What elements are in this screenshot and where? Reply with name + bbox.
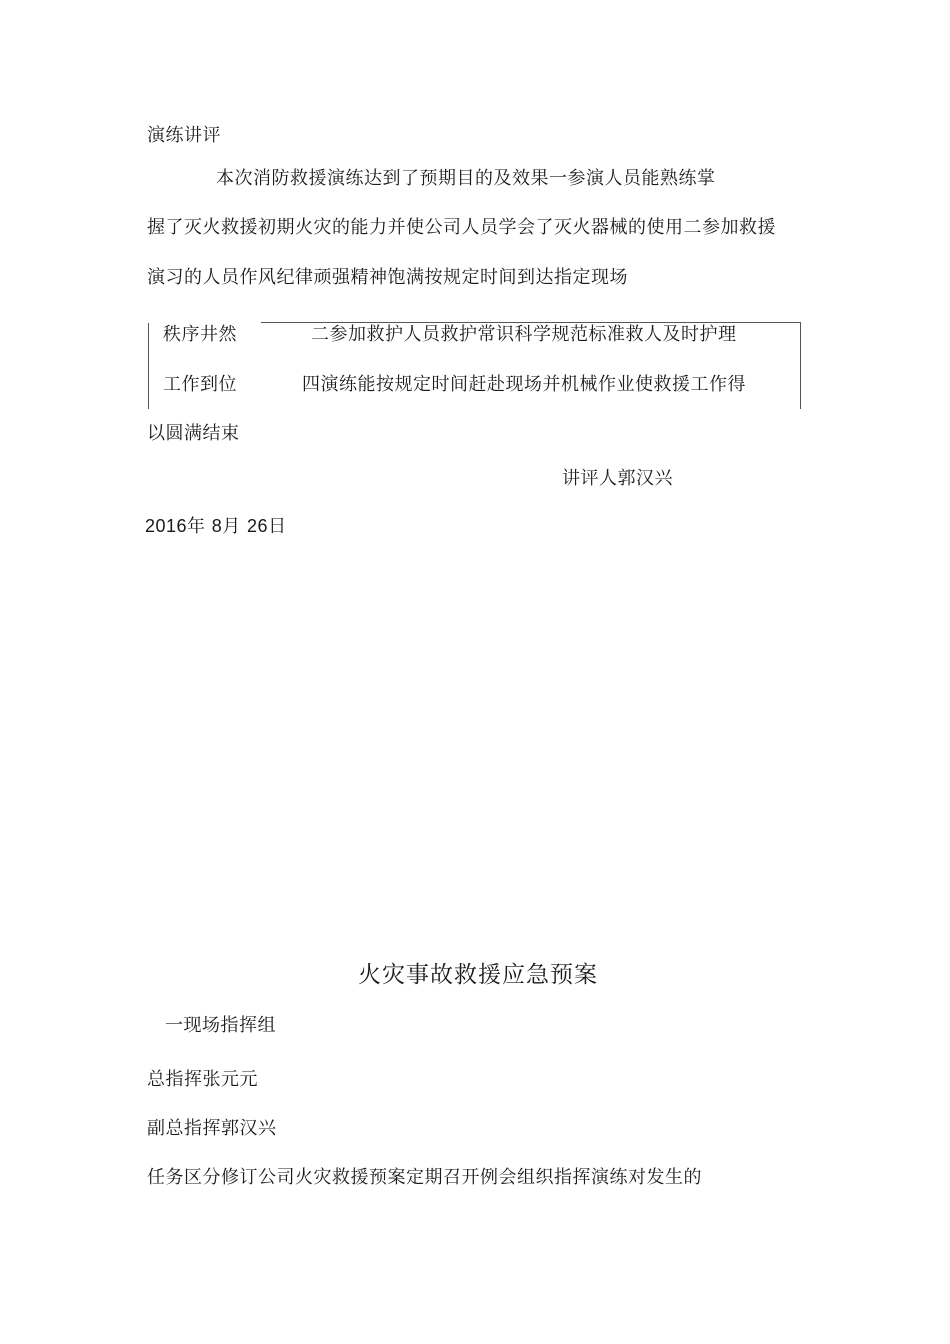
table-cell-left-2: 工作到位 xyxy=(163,374,237,395)
table-left-rule xyxy=(148,323,149,409)
review-heading: 演练讲评 xyxy=(147,125,221,146)
date-month-unit: 月 xyxy=(222,516,241,537)
review-paragraph-line-2: 握了灭火救援初期火灾的能力并使公司人员学会了灭火器械的使用二参加救援 xyxy=(147,217,776,238)
reviewer-signature: 讲评人郭汉兴 xyxy=(562,468,673,489)
review-paragraph-line-1: 本次消防救援演练达到了预期目的及效果一参演人员能熟练掌 xyxy=(216,168,716,189)
date-year: 2016 xyxy=(145,516,188,536)
table-cell-right-2: 四演练能按规定时间赶赴现场并机械作业使救援工作得 xyxy=(302,374,746,395)
review-paragraph-line-4: 以圆满结束 xyxy=(147,423,240,444)
table-cell-right-1: 二参加救护人员救护常识科学规范标准救人及时护理 xyxy=(311,324,737,345)
date-day: 26 xyxy=(247,516,269,536)
date-year-unit: 年 xyxy=(187,516,206,537)
plan-section-1-heading: 一现场指挥组 xyxy=(165,1015,276,1036)
plan-deputy-commander: 副总指挥郭汉兴 xyxy=(147,1118,277,1139)
plan-tasks: 任务区分修订公司火灾救援预案定期召开例会组织指挥演练对发生的 xyxy=(147,1167,702,1188)
table-right-rule xyxy=(800,322,801,409)
date-day-unit: 日 xyxy=(268,516,287,537)
review-date xyxy=(145,514,287,539)
table-cell-left-1: 秩序井然 xyxy=(163,324,237,345)
date-month: 8 xyxy=(211,516,223,536)
plan-title: 火灾事故救援应急预案 xyxy=(358,962,598,988)
plan-commander: 总指挥张元元 xyxy=(147,1069,258,1090)
review-paragraph-line-3: 演习的人员作风纪律顽强精神饱满按规定时间到达指定现场 xyxy=(147,267,628,288)
